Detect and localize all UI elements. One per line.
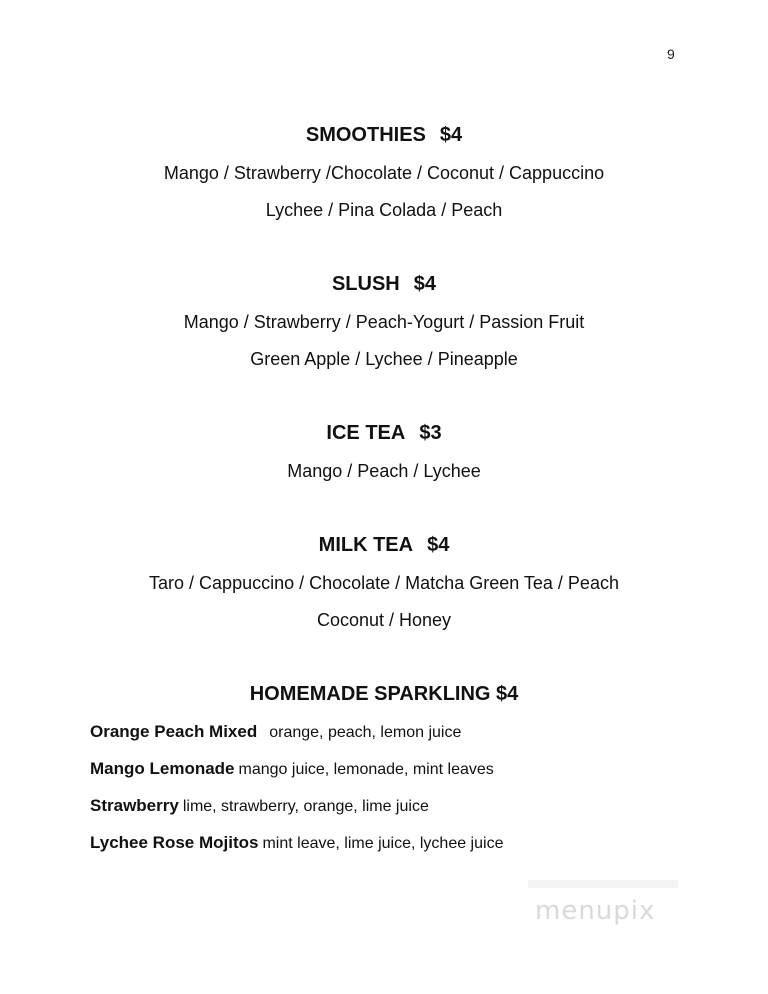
- list-item: [90, 795, 690, 832]
- section-title: HOMEMADE SPARKLING: [249, 683, 491, 705]
- section-heading: [0, 272, 768, 296]
- watermark-stripe: [528, 880, 678, 888]
- section-title: SLUSH: [331, 273, 400, 295]
- menu-line: Green Apple / Lychee / Pineapple: [250, 349, 518, 369]
- drink-description: orange, peach, lemon juice: [269, 724, 462, 741]
- drink-name: Strawberry: [90, 796, 179, 815]
- drink-description: mint leave, lime juice, lychee juice: [262, 835, 504, 852]
- section-title: SMOOTHIES: [305, 124, 426, 146]
- section-price: $4: [427, 534, 450, 556]
- drink-description: mango juice, lemonade, mint leaves: [238, 761, 494, 778]
- section-price: $4: [413, 273, 437, 295]
- ice-tea-section: [0, 421, 768, 482]
- watermark-logo: menupix: [535, 896, 656, 926]
- section-heading: [0, 682, 768, 706]
- list-item: [90, 721, 690, 758]
- section-price: $4: [439, 124, 463, 146]
- section-price: $3: [419, 422, 442, 444]
- menu-line: Mango / Strawberry / Peach-Yogurt / Passion Fruit: [183, 312, 585, 332]
- drink-description: lime, strawberry, orange, lime juice: [182, 798, 429, 815]
- milk-tea-section: [0, 533, 768, 631]
- drink-name: Lychee Rose Mojitos: [90, 833, 259, 852]
- drink-name: Orange Peach Mixed: [90, 722, 258, 741]
- slush-section: [0, 272, 768, 370]
- menu-line: Taro / Cappuccino / Chocolate / Matcha Green Tea / Peach: [149, 573, 619, 593]
- section-heading: [0, 421, 768, 445]
- section-heading: [0, 533, 768, 557]
- page-number: 9: [667, 46, 675, 62]
- menu-line: Lychee / Pina Colada / Peach: [265, 200, 503, 220]
- section-price: $4: [496, 683, 519, 705]
- menu-line: Mango / Peach / Lychee: [287, 461, 481, 481]
- drink-name: Mango Lemonade: [90, 759, 235, 778]
- list-item: [90, 832, 690, 869]
- section-title: MILK TEA: [318, 534, 414, 556]
- menu-line: Coconut / Honey: [316, 610, 452, 630]
- list-item: [90, 758, 690, 795]
- section-heading: [0, 123, 768, 147]
- smoothies-section: [0, 123, 768, 221]
- sparkling-section: [0, 682, 768, 706]
- sparkling-list: [90, 721, 690, 869]
- menu-line: Mango / Strawberry /Chocolate / Coconut / Cappuccino: [163, 163, 605, 183]
- section-title: ICE TEA: [326, 422, 406, 444]
